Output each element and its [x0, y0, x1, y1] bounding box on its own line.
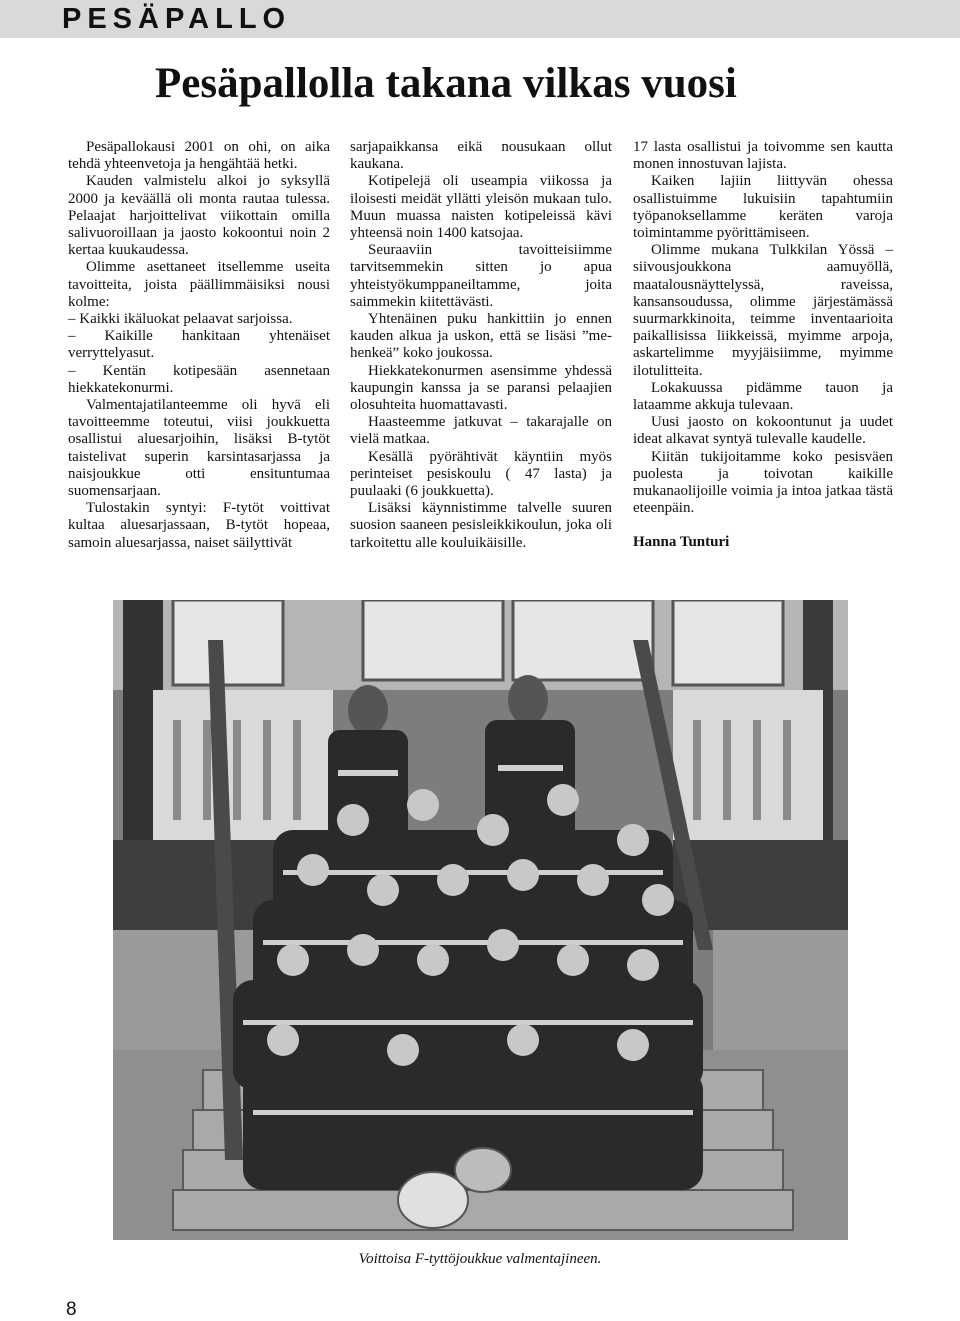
photo-caption: Voittoisa F-tyttöjoukkue valmentajineen.: [358, 1251, 602, 1267]
paragraph: Seuraaviin tavoitteisiimme tarvitsemmekin sitten jo apua yhteistyökumppaneiltamme, joita saimmekin kiitettävästi.: [350, 242, 612, 310]
paragraph: sarjapaikkansa eikä nousukaan ollut kaukana.: [350, 139, 612, 173]
team-photo: [113, 600, 848, 1240]
paragraph: Kotipelejä oli useampia viikossa ja iloisesti meidät yllätti yleisön mukaan tulo. Muun muassa naisten kotipeleissä kävi yhteensä noin 1400 katsojaa.: [350, 173, 612, 242]
article-column-2: [350, 139, 612, 552]
paragraph: Olimme mukana Tulkkilan Yössä – siivousjoukkona aamuyöllä, maatalousnäyttelyssä, raveissa, kansansoudussa, olimme järjestämässä suurmarkkinoita, teimme inventaarioita paikallisissa liikkeissä, myimme arpoja, askartelimme myyjäisiimme, myimme ilotulitteita.: [633, 242, 893, 379]
goal-item: – Kaikille hankitaan yhtenäiset verryttelyasut.: [68, 328, 330, 362]
paragraph: Lokakuussa pidämme tauon ja lataamme akkuja tulevaan.: [633, 379, 893, 414]
page-number: 8: [66, 1299, 77, 1320]
paragraph: Kesällä pyörähtivät käyntiin myös perinteiset pesiskoulu ( 47 lasta) ja puulaaki (6 joukkuetta).: [350, 448, 612, 500]
article-column-3: [633, 139, 893, 552]
paragraph: Pesäpallokausi 2001 on ohi, on aika tehdä yhteenvetoja ja hengähtää hetki.: [68, 139, 330, 173]
section-banner: [0, 0, 960, 38]
paragraph: 17 lasta osallistui ja toivomme sen kautta monen innostuvan lajista.: [633, 139, 893, 173]
author-signature: Hanna Tunturi: [633, 534, 730, 551]
goal-item: – Kaikki ikäluokat pelaavat sarjoissa.: [68, 311, 293, 328]
paragraph: Olimme asettaneet itsellemme useita tavoitteita, joista päällimmäisiksi nousi kolme:: [68, 259, 330, 310]
article-title: Pesäpallolla takana vilkas vuosi: [155, 60, 737, 107]
paragraph: Lisäksi käynnistimme talvelle suuren suosion saaneen pesisleikkikoulun, joka oli tarkoitettu alle kouluikäisille.: [350, 500, 612, 551]
paragraph: Yhtenäinen puku hankittiin jo ennen kauden alkua ja uskon, että se lisäsi ”me-henkeä” koko joukossa.: [350, 311, 612, 362]
paragraph: Kiitän tukijoitamme koko pesisväen puolesta ja toivotan kaikille mukanaolijoille voimia ja intoa jatkaa tästä eteenpäin.: [633, 448, 893, 517]
goal-item: – Kentän kotipesään asennetaan hiekkatekonurmi.: [68, 362, 330, 396]
paragraph: Valmentajatilanteemme oli hyvä eli tavoitteemme toteutui, viisi joukkuetta osallistui aluesarjoihin, lisäksi B-tytöt taistelivat superin karsintasarjassa ja naisjoukkue otti ensituntumaa suomensarjaan.: [68, 397, 330, 500]
paragraph: Hiekkatekonurmen asensimme yhdessä kaupungin kanssa ja se paransi pelaajien olosuhteita huomattavasti.: [350, 362, 612, 414]
article-column-1: [68, 139, 330, 552]
paragraph: Kauden valmistelu alkoi jo syksyllä 2000 ja keväällä oli monta rautaa tulessa. Pelaajat harjoittelivat viikottain omilla salivuoroillaan ja jaosto kokoontui noin 2 kertaa kuukaudessa.: [68, 173, 330, 259]
paragraph: Uusi jaosto on kokoontunut ja uudet ideat alkavat syntyä tulevalle kaudelle.: [633, 414, 893, 448]
paragraph: Kaiken lajiin liittyvän ohessa osallistuimme lukuisiin tapahtumiin työpanoksellamme keräten varoja toimintamme pyörittämiseen.: [633, 173, 893, 242]
section-label: PESÄPALLO: [62, 3, 292, 35]
paragraph: Tulostakin syntyi: F-tytöt voittivat kultaa aluesarjassaan, B-tytöt hopeaa, samoin aluesarjassa, naiset säilyttivät: [68, 500, 330, 551]
paragraph: Haasteemme jatkuvat – takarajalle on vielä matkaa.: [350, 414, 612, 448]
